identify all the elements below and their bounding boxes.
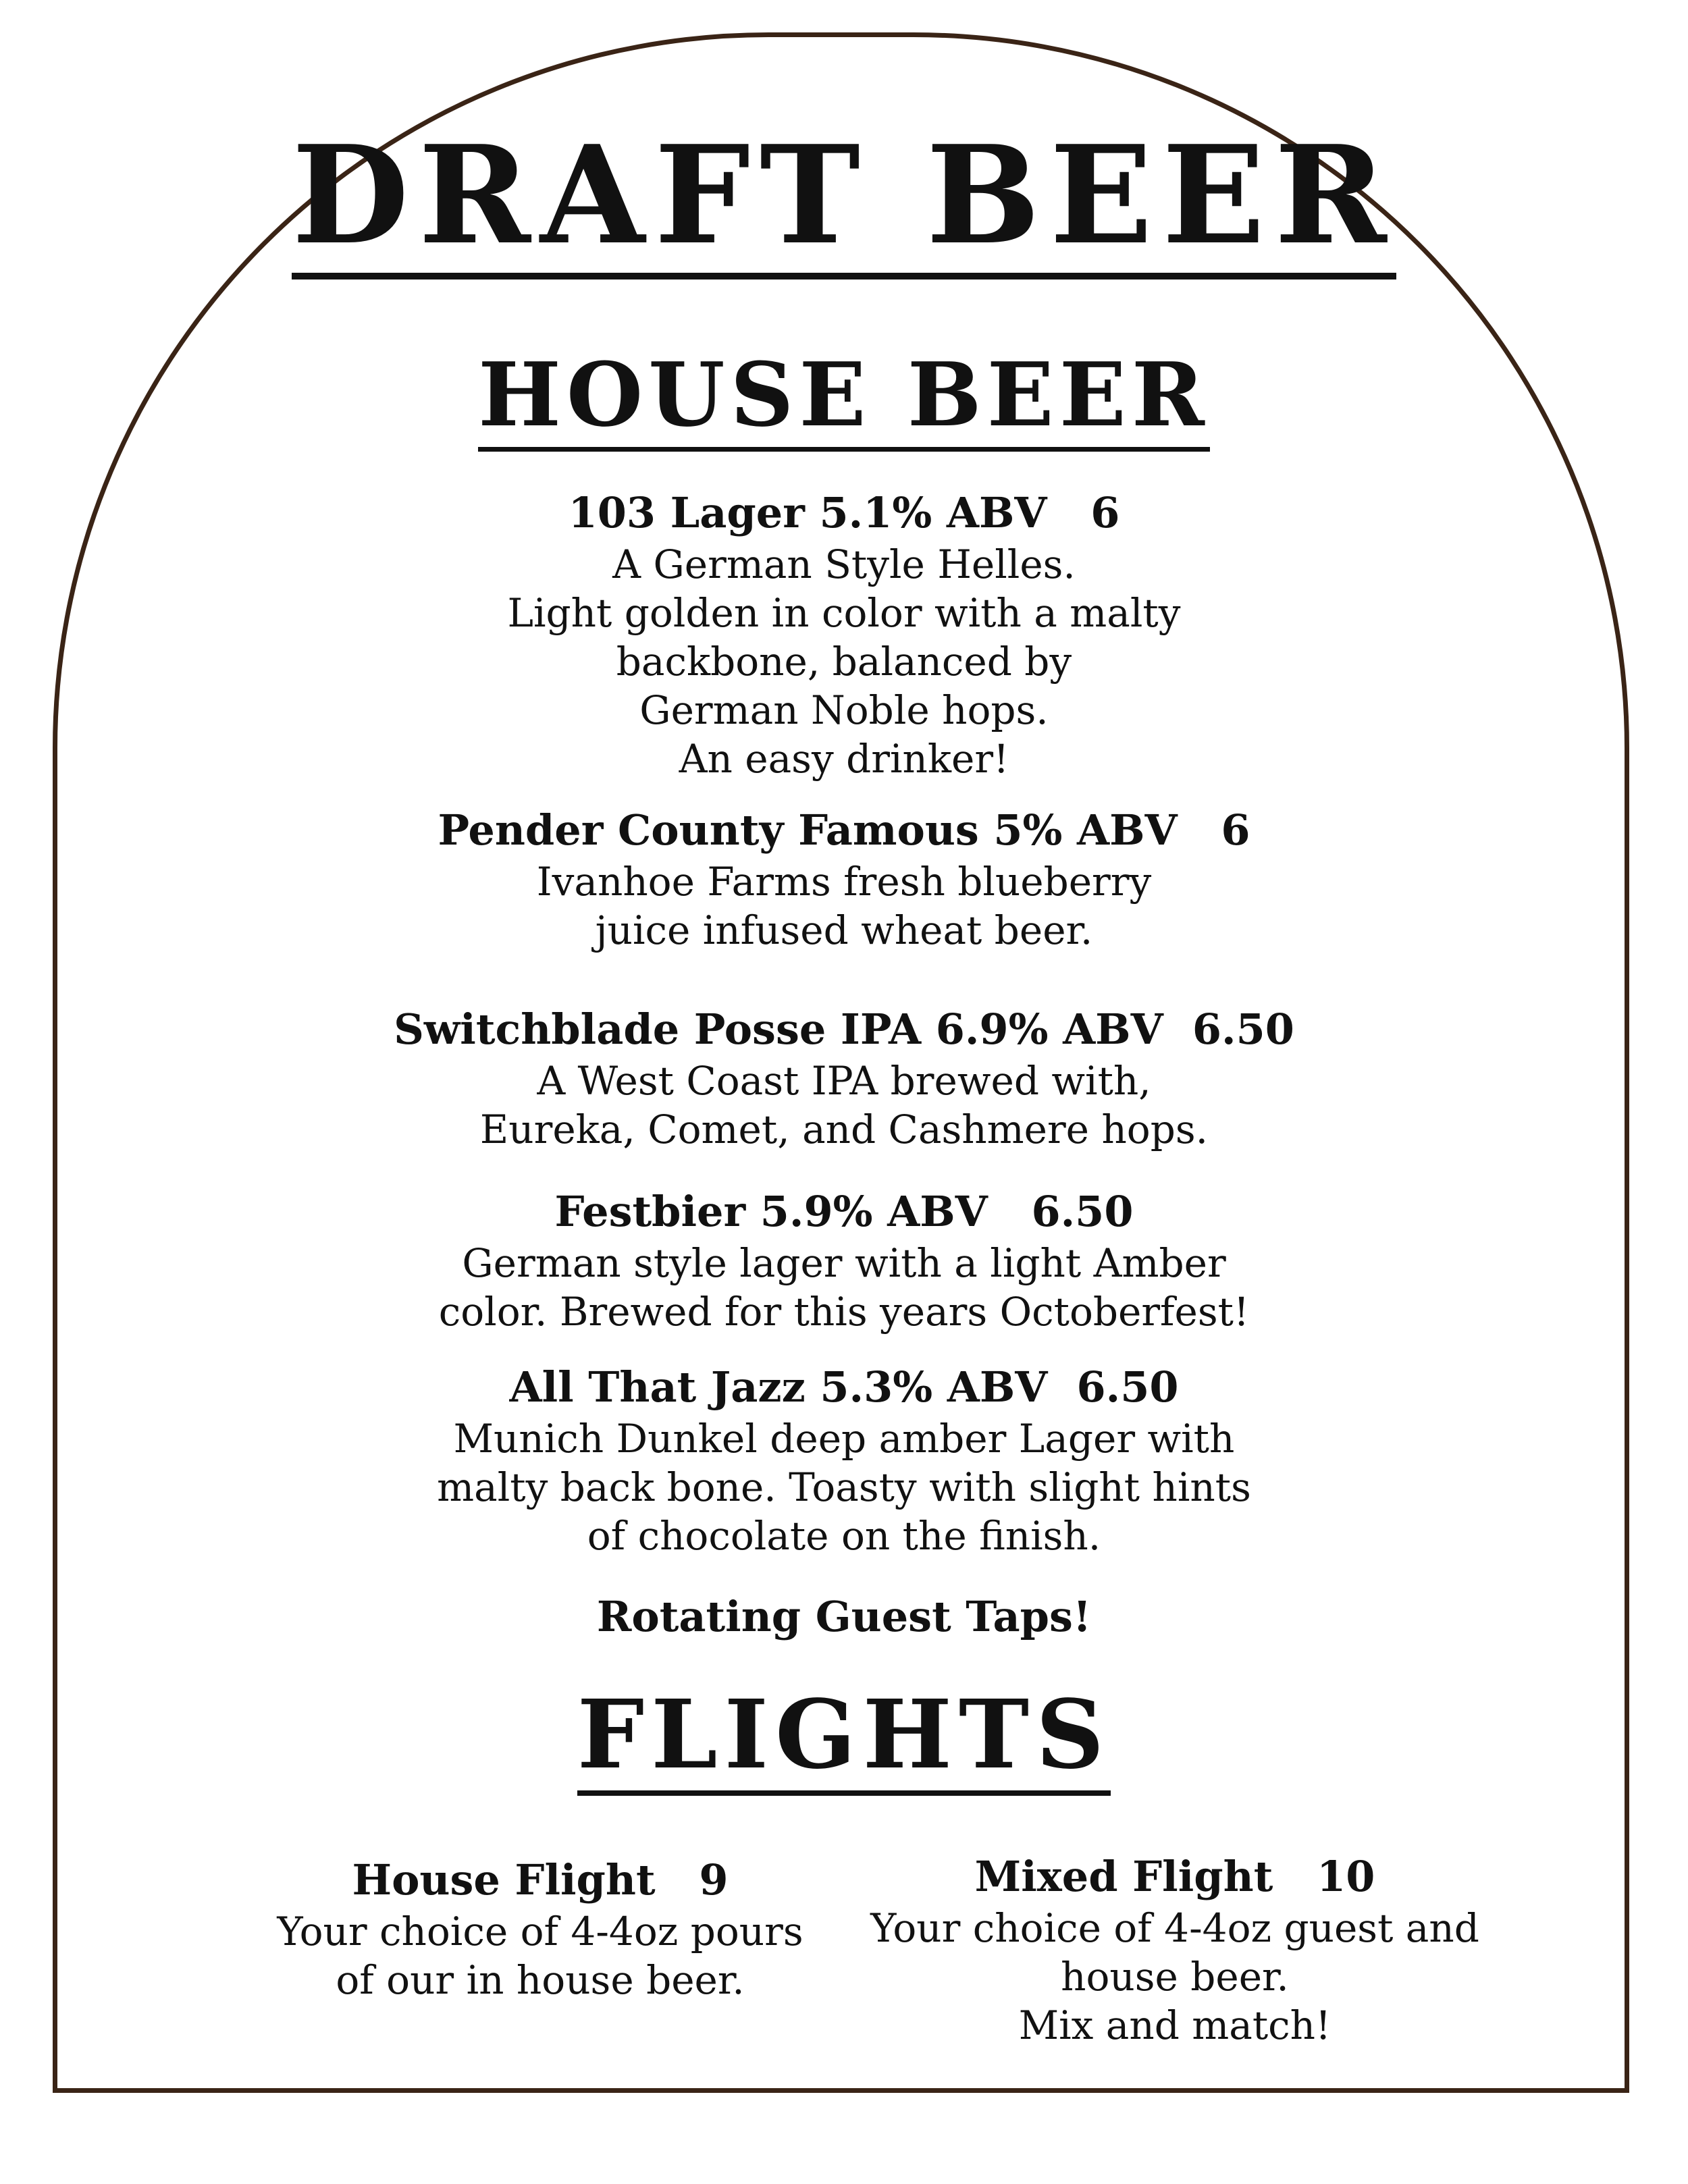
flight-description-line: Your choice of 4-4oz pours <box>277 1909 803 1954</box>
beer-description <box>0 857 1688 955</box>
flight-name: House Flight 9 <box>352 1855 729 1905</box>
beer-item-pender-county <box>0 803 1688 955</box>
beer-description-line: of chocolate on the finish. <box>587 1513 1101 1559</box>
flight-description <box>257 1907 824 2004</box>
beer-item-festbier <box>0 1185 1688 1336</box>
beer-name: Festbier 5.9% ABV 6.50 <box>554 1187 1134 1236</box>
guest-taps-note <box>0 1590 1688 1644</box>
beer-description-line: juice infused wheat beer. <box>595 907 1093 953</box>
house-beer-heading <box>0 343 1688 452</box>
flights-heading <box>0 1680 1688 1796</box>
beer-description-line: A German Style Helles. <box>612 541 1076 587</box>
beer-item-all-that-jazz <box>0 1360 1688 1560</box>
beer-description-line: German Noble hops. <box>639 687 1049 733</box>
beer-item-switchblade-posse <box>0 1003 1688 1154</box>
beer-description-line: color. Brewed for this years Octoberfest! <box>438 1289 1250 1335</box>
flight-description <box>864 1904 1485 2050</box>
beer-description-line: An easy drinker! <box>679 736 1009 782</box>
beer-description <box>0 1239 1688 1336</box>
beer-description <box>0 540 1688 783</box>
flight-description-line: house beer. <box>1061 1954 1289 2000</box>
beer-description-line: German style lager with a light Amber <box>462 1240 1226 1286</box>
guest-taps-text: Rotating Guest Taps! <box>596 1592 1092 1641</box>
house-beer-heading-text: HOUSE BEER <box>478 351 1210 452</box>
beer-description-line: backbone, balanced by <box>616 639 1072 685</box>
flights-heading-text: FLIGHTS <box>577 1688 1111 1796</box>
beer-description <box>0 1057 1688 1154</box>
flight-item-mixed <box>864 1850 1485 2050</box>
flight-description-line: Mix and match! <box>1018 2002 1331 2048</box>
beer-description-line: A West Coast IPA brewed with, <box>537 1058 1151 1104</box>
beer-description-line: Munich Dunkel deep amber Lager with <box>453 1416 1235 1462</box>
flight-description-line: Your choice of 4-4oz guest and <box>870 1905 1479 1951</box>
beer-description-line: Ivanhoe Farms fresh blueberry <box>536 859 1152 905</box>
beer-item-103-lager <box>0 486 1688 783</box>
page-title-text: DRAFT BEER <box>292 128 1396 279</box>
flight-description-line: of our in house beer. <box>336 1957 745 2003</box>
page-title <box>0 116 1688 279</box>
beer-name: All That Jazz 5.3% ABV 6.50 <box>509 1362 1179 1412</box>
beer-description-line: Light golden in color with a malty <box>507 590 1181 636</box>
beer-description <box>0 1414 1688 1560</box>
beer-name: Switchblade Posse IPA 6.9% ABV 6.50 <box>394 1005 1294 1054</box>
flight-name: Mixed Flight 10 <box>974 1852 1375 1901</box>
beer-name: 103 Lager 5.1% ABV 6 <box>568 488 1120 537</box>
beer-description-line: Eureka, Comet, and Cashmere hops. <box>479 1107 1209 1152</box>
beer-description-line: malty back bone. Toasty with slight hints <box>437 1464 1251 1510</box>
beer-name: Pender County Famous 5% ABV 6 <box>438 805 1250 855</box>
flight-item-house <box>257 1853 824 2004</box>
